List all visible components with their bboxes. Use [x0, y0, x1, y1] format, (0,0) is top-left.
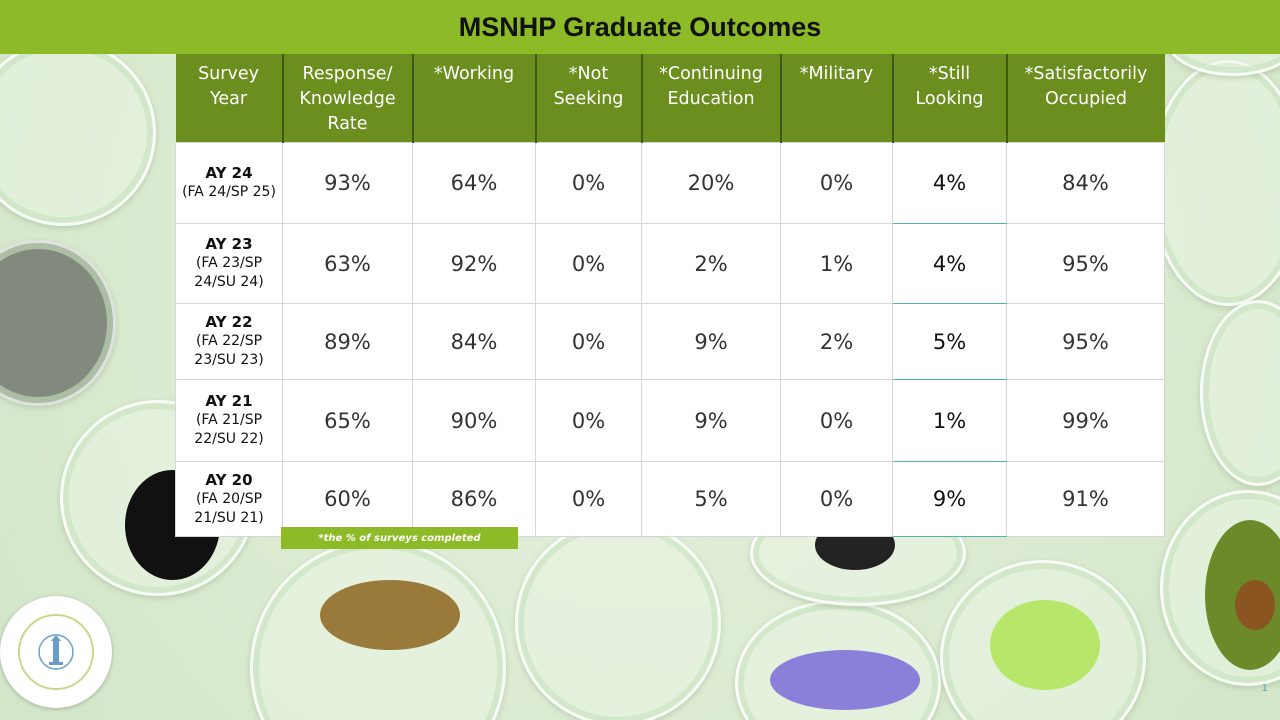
military-cell: 0%: [781, 143, 893, 224]
year-label: AY 24: [205, 164, 253, 182]
university-seal-icon: [0, 596, 112, 708]
response-rate-cell: 93%: [283, 143, 413, 224]
working-cell: 86%: [413, 462, 536, 537]
table-row: [176, 143, 1165, 224]
header-survey-year: Survey Year: [176, 54, 283, 143]
survey-year-cell: [176, 143, 283, 224]
working-cell: 90%: [413, 380, 536, 462]
satisfactorily-occupied-cell: 95%: [1007, 304, 1165, 380]
term-label: (FA 21/SP 22/SU 22): [194, 412, 264, 447]
header-military: *Military: [781, 54, 893, 143]
response-rate-cell: 65%: [283, 380, 413, 462]
title-bar: [0, 0, 1280, 54]
footnote: *the % of surveys completed: [281, 527, 518, 549]
table-row: [176, 304, 1165, 380]
continuing-education-cell: 20%: [642, 143, 781, 224]
satisfactorily-occupied-cell: 99%: [1007, 380, 1165, 462]
table-row: [176, 224, 1165, 304]
survey-year-cell: [176, 462, 283, 537]
working-cell: 92%: [413, 224, 536, 304]
not-seeking-cell: 0%: [536, 224, 642, 304]
military-cell: 2%: [781, 304, 893, 380]
still-looking-cell: 4%: [893, 224, 1007, 304]
satisfactorily-occupied-cell: 84%: [1007, 143, 1165, 224]
continuing-education-cell: 2%: [642, 224, 781, 304]
response-rate-cell: 60%: [283, 462, 413, 537]
survey-year-cell: [176, 304, 283, 380]
not-seeking-cell: 0%: [536, 143, 642, 224]
still-looking-cell: 5%: [893, 304, 1007, 380]
response-rate-cell: 89%: [283, 304, 413, 380]
not-seeking-cell: 0%: [536, 380, 642, 462]
header-not-seeking: *Not Seeking: [536, 54, 642, 143]
term-label: (FA 22/SP 23/SU 23): [194, 333, 264, 368]
response-rate-cell: 63%: [283, 224, 413, 304]
satisfactorily-occupied-cell: 91%: [1007, 462, 1165, 537]
military-cell: 0%: [781, 462, 893, 537]
not-seeking-cell: 0%: [536, 304, 642, 380]
header-continuing-education: *Continuing Education: [642, 54, 781, 143]
still-looking-cell: 4%: [893, 143, 1007, 224]
still-looking-cell: 9%: [893, 462, 1007, 537]
military-cell: 0%: [781, 380, 893, 462]
continuing-education-cell: 5%: [642, 462, 781, 537]
slide-title: MSNHP Graduate Outcomes: [458, 11, 822, 42]
continuing-education-cell: 9%: [642, 304, 781, 380]
term-label: (FA 20/SP 21/SU 21): [194, 490, 264, 526]
working-cell: 64%: [413, 143, 536, 224]
working-cell: 84%: [413, 304, 536, 380]
military-cell: 1%: [781, 224, 893, 304]
not-seeking-cell: 0%: [536, 462, 642, 537]
survey-year-cell: [176, 224, 283, 304]
still-looking-cell: 1%: [893, 380, 1007, 462]
table-row: [176, 380, 1165, 462]
year-label: AY 21: [205, 392, 253, 410]
year-label: AY 23: [205, 235, 253, 253]
term-label: (FA 24/SP 25): [182, 184, 276, 200]
page-number: 1: [1261, 683, 1268, 694]
survey-year-cell: [176, 380, 283, 462]
year-label: AY 22: [205, 313, 253, 331]
header-satisfactorily-occupied: *Satisfactorily Occupied: [1007, 54, 1165, 143]
outcomes-table: [175, 54, 1164, 537]
table-row: [176, 462, 1165, 537]
continuing-education-cell: 9%: [642, 380, 781, 462]
year-label: AY 20: [205, 470, 253, 489]
satisfactorily-occupied-cell: 95%: [1007, 224, 1165, 304]
header-working: *Working: [413, 54, 536, 143]
table-header-row: [176, 54, 1165, 143]
header-still-looking: *Still Looking: [893, 54, 1007, 143]
header-response-rate: Response/ Knowledge Rate: [283, 54, 413, 143]
term-label: (FA 23/SP 24/SU 24): [194, 255, 264, 290]
